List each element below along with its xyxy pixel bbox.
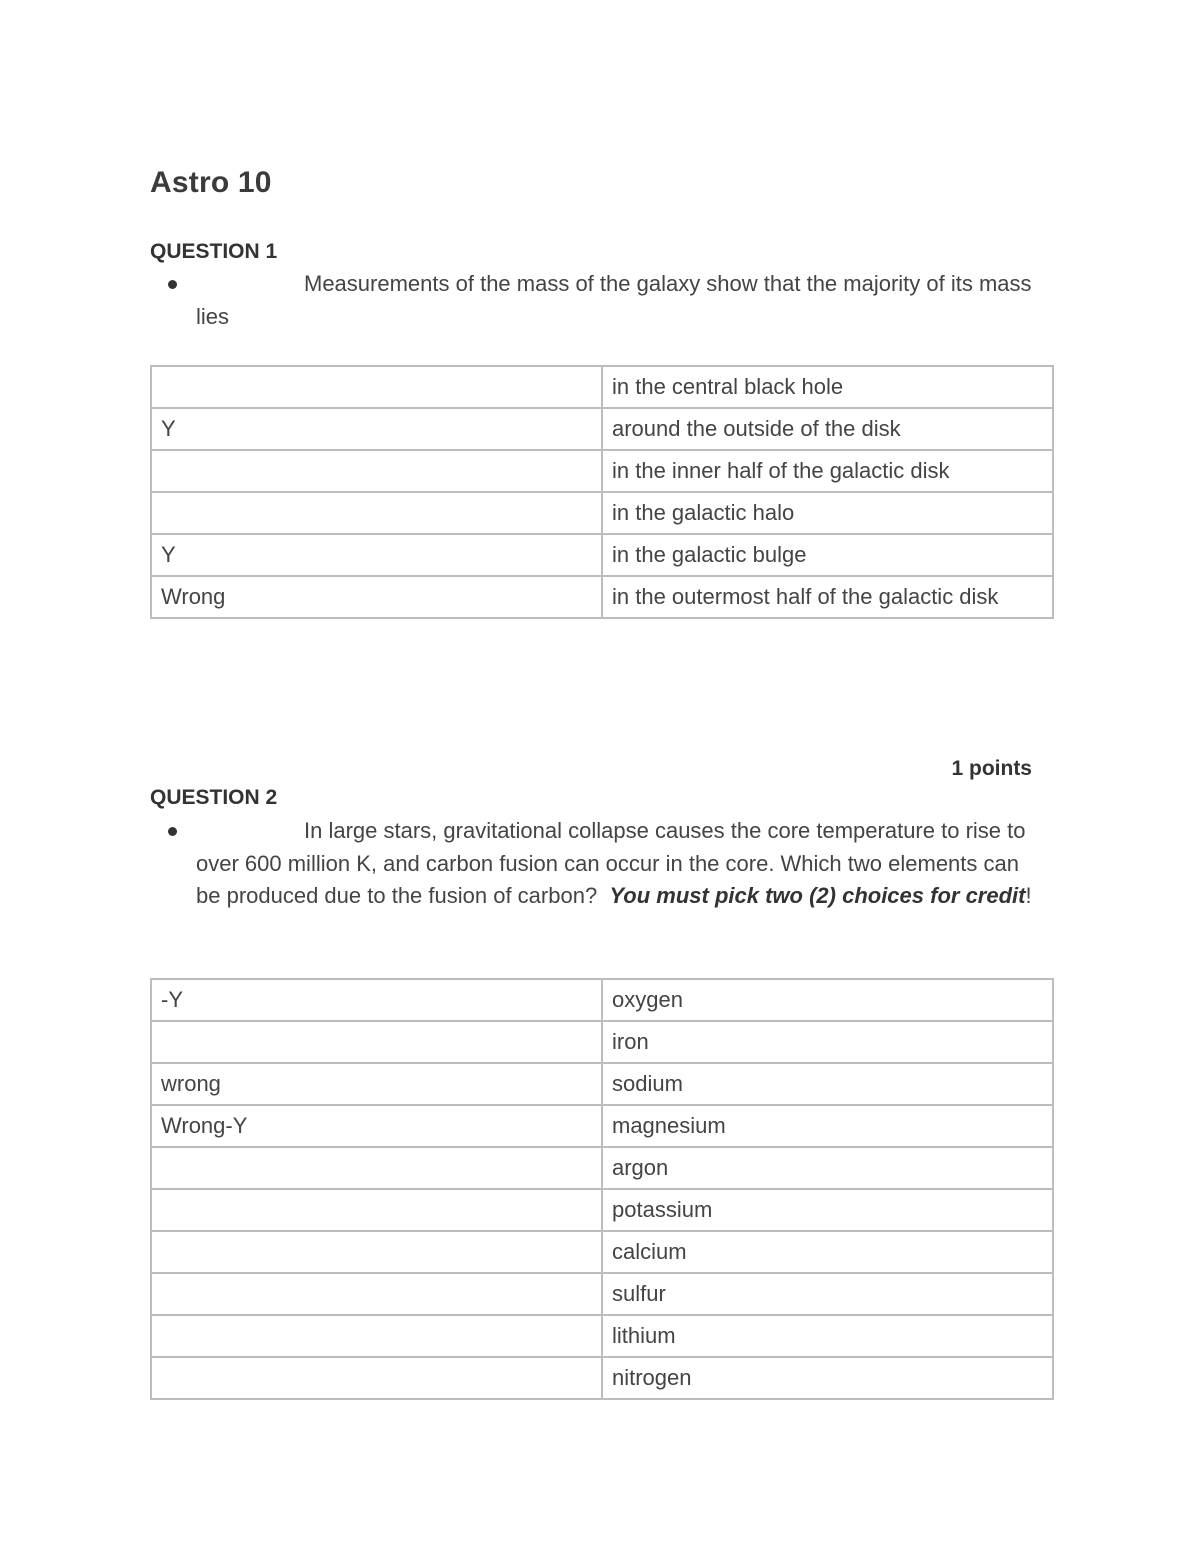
answer-option-cell: iron <box>602 1021 1053 1063</box>
answer-option-cell: oxygen <box>602 979 1053 1021</box>
answer-option-cell: nitrogen <box>602 1357 1053 1399</box>
answer-mark-cell: Wrong-Y <box>151 1105 602 1147</box>
answer-mark-cell: -Y <box>151 979 602 1021</box>
question-2-heading: QUESTION 2 <box>150 786 278 809</box>
table-row <box>151 1063 1053 1105</box>
table-row <box>151 492 1053 534</box>
answer-option-cell: in the galactic bulge <box>602 534 1053 576</box>
answer-mark-cell <box>151 1147 602 1189</box>
question-1-choices-table <box>150 365 1054 619</box>
answer-option-cell: in the outermost half of the galactic disk <box>602 576 1053 618</box>
question-2-instruction-end: ! <box>1025 883 1032 908</box>
answer-mark-cell <box>151 1231 602 1273</box>
bullet-icon <box>168 827 177 836</box>
table-row <box>151 1273 1053 1315</box>
question-2-text: In large stars, gravitational collapse causes the core temperature to rise to over 600 million K, and carbon fusion can occur in the core. Which two elements can be produced due to the fusion of carbon? <box>196 818 1026 908</box>
answer-option-cell: around the outside of the disk <box>602 408 1053 450</box>
answer-mark-cell <box>151 450 602 492</box>
answer-mark-cell <box>151 1273 602 1315</box>
table-row <box>151 366 1053 408</box>
answer-mark-cell: Wrong <box>151 576 602 618</box>
table-row <box>151 450 1053 492</box>
answer-option-cell: in the galactic halo <box>602 492 1053 534</box>
table-row <box>151 979 1053 1021</box>
answer-mark-cell: wrong <box>151 1063 602 1105</box>
answer-mark-cell <box>151 1021 602 1063</box>
bullet-icon <box>168 280 177 289</box>
answer-mark-cell <box>151 1315 602 1357</box>
question-2-prompt <box>150 815 1050 913</box>
answer-mark-cell <box>151 366 602 408</box>
answer-mark-cell: Y <box>151 534 602 576</box>
answer-mark-cell <box>151 1189 602 1231</box>
answer-option-cell: calcium <box>602 1231 1053 1273</box>
table-row <box>151 1231 1053 1273</box>
answer-option-cell: in the inner half of the galactic disk <box>602 450 1053 492</box>
table-row <box>151 1189 1053 1231</box>
table-row <box>151 408 1053 450</box>
answer-option-cell: in the central black hole <box>602 366 1053 408</box>
question-2-instruction: You must pick two (2) choices for credit <box>609 883 1026 908</box>
answer-mark-cell <box>151 1357 602 1399</box>
table-row <box>151 534 1053 576</box>
answer-option-cell: argon <box>602 1147 1053 1189</box>
table-row <box>151 1105 1053 1147</box>
answer-option-cell: sodium <box>602 1063 1053 1105</box>
table-row <box>151 1021 1053 1063</box>
answer-mark-cell: Y <box>151 408 602 450</box>
question-2-choices-table <box>150 978 1054 1400</box>
question-2-points: 1 points <box>951 757 1032 780</box>
document-title: Astro 10 <box>150 166 272 199</box>
answer-mark-cell <box>151 492 602 534</box>
table-row <box>151 1315 1053 1357</box>
question-1-prompt <box>150 268 1050 333</box>
question-1-heading: QUESTION 1 <box>150 240 278 263</box>
answer-option-cell: lithium <box>602 1315 1053 1357</box>
question-1-text: Measurements of the mass of the galaxy show that the majority of its mass lies <box>196 271 1032 329</box>
table-row <box>151 576 1053 618</box>
answer-option-cell: sulfur <box>602 1273 1053 1315</box>
table-row <box>151 1147 1053 1189</box>
answer-option-cell: magnesium <box>602 1105 1053 1147</box>
answer-option-cell: potassium <box>602 1189 1053 1231</box>
table-row <box>151 1357 1053 1399</box>
